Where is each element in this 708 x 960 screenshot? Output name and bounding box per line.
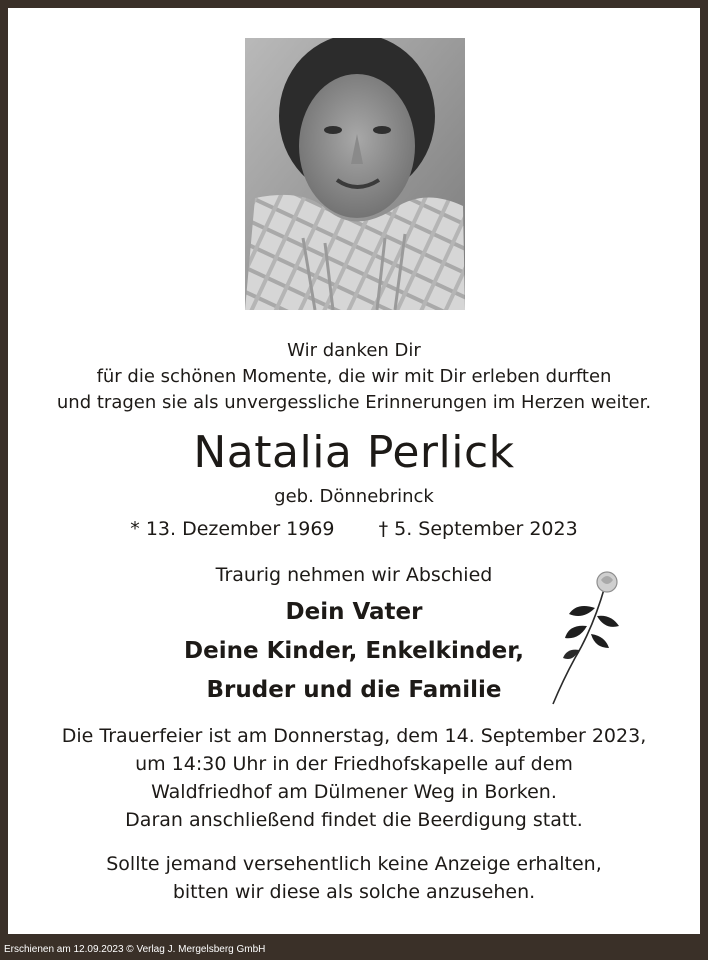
signer-line: Bruder und die Familie (206, 677, 502, 703)
ceremony-line: Waldfriedhof am Dülmener Weg in Borken. (151, 781, 557, 803)
deceased-name: Natalia Perlick (193, 427, 515, 478)
note-line: bitten wir diese als solche anzusehen. (172, 881, 536, 903)
ceremony-line: Daran anschließend findet die Beerdigung statt. (125, 809, 583, 831)
ceremony-block (0, 722, 708, 834)
signer-line: Deine Kinder, Enkelkinder, (184, 638, 524, 664)
portrait-photo (245, 38, 465, 310)
note-block (0, 850, 708, 906)
verse-line: und tragen sie als unvergessliche Erinnerungen im Herzen weiter. (56, 392, 652, 413)
verse-block (0, 338, 708, 416)
rose-icon (545, 568, 635, 708)
verse-line: für die schönen Momente, die wir mit Dir erleben durften (96, 366, 612, 387)
signer-line: Dein Vater (285, 599, 423, 625)
note-line: Sollte jemand versehentlich keine Anzeige erhalten, (106, 853, 602, 875)
mourning-line: Traurig nehmen wir Abschied (215, 564, 493, 586)
birth-date: * 13. Dezember 1969 (130, 518, 335, 540)
ceremony-line: Die Trauerfeier ist am Donnerstag, dem 14. September 2023, (61, 725, 647, 747)
publication-footer: Erschienen am 12.09.2023 © Verlag J. Mergelsberg GmbH (4, 944, 266, 955)
life-dates (0, 514, 708, 544)
ceremony-line: um 14:30 Uhr in der Friedhofskapelle auf dem (135, 753, 573, 775)
verse-line: Wir danken Dir (287, 340, 421, 361)
maiden-name: geb. Dönnebrinck (274, 486, 434, 507)
death-date: † 5. September 2023 (378, 518, 578, 540)
